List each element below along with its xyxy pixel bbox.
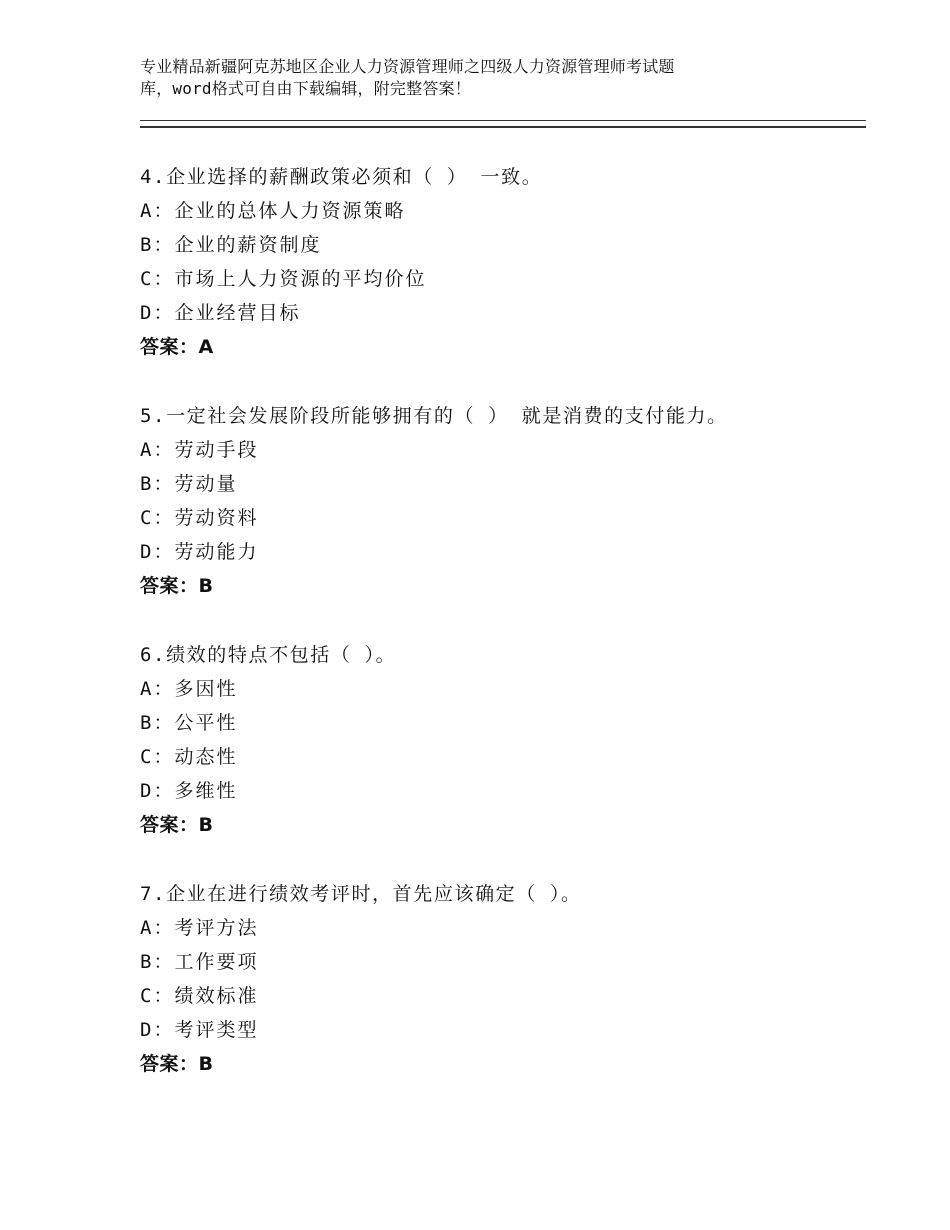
question-block	[140, 638, 860, 842]
option-d: D：劳动能力	[140, 541, 259, 563]
header-title-line-2: 库，word格式可自由下载编辑，附完整答案！	[140, 79, 471, 98]
option-a: A：多因性	[140, 678, 238, 700]
option-b: B：劳动量	[140, 473, 238, 495]
answer-line: 答案：B	[140, 575, 214, 597]
option-b: B：工作要项	[140, 951, 259, 973]
question-stem: 4.企业选择的薪酬政策必须和（ ） 一致。	[140, 166, 543, 188]
option-d: D：企业经营目标	[140, 302, 301, 324]
option-c: C：劳动资料	[140, 507, 259, 529]
question-stem: 6.绩效的特点不包括（ ）。	[140, 644, 397, 666]
answer-line: 答案：B	[140, 1053, 214, 1075]
question-block	[140, 877, 860, 1081]
question-stem: 7.企业在进行绩效考评时，首先应该确定（ ）。	[140, 883, 582, 905]
option-b: B：企业的薪资制度	[140, 234, 322, 256]
option-a: A：劳动手段	[140, 439, 259, 461]
question-block	[140, 399, 860, 603]
option-b: B：公平性	[140, 712, 238, 734]
header-divider	[140, 120, 866, 128]
option-a: A：考评方法	[140, 917, 259, 939]
option-c: C：绩效标准	[140, 985, 259, 1007]
option-c: C：动态性	[140, 746, 238, 768]
header-title-line-1: 专业精品新疆阿克苏地区企业人力资源管理师之四级人力资源管理师考试题	[140, 57, 675, 76]
question-block	[140, 160, 860, 364]
option-a: A：企业的总体人力资源策略	[140, 200, 406, 222]
question-stem: 5.一定社会发展阶段所能够拥有的（ ） 就是消费的支付能力。	[140, 405, 728, 427]
document-header	[140, 56, 800, 100]
option-d: D：多维性	[140, 780, 238, 802]
answer-line: 答案：B	[140, 814, 214, 836]
option-d: D：考评类型	[140, 1019, 259, 1041]
option-c: C：市场上人力资源的平均价位	[140, 268, 427, 290]
answer-line: 答案：A	[140, 336, 214, 358]
